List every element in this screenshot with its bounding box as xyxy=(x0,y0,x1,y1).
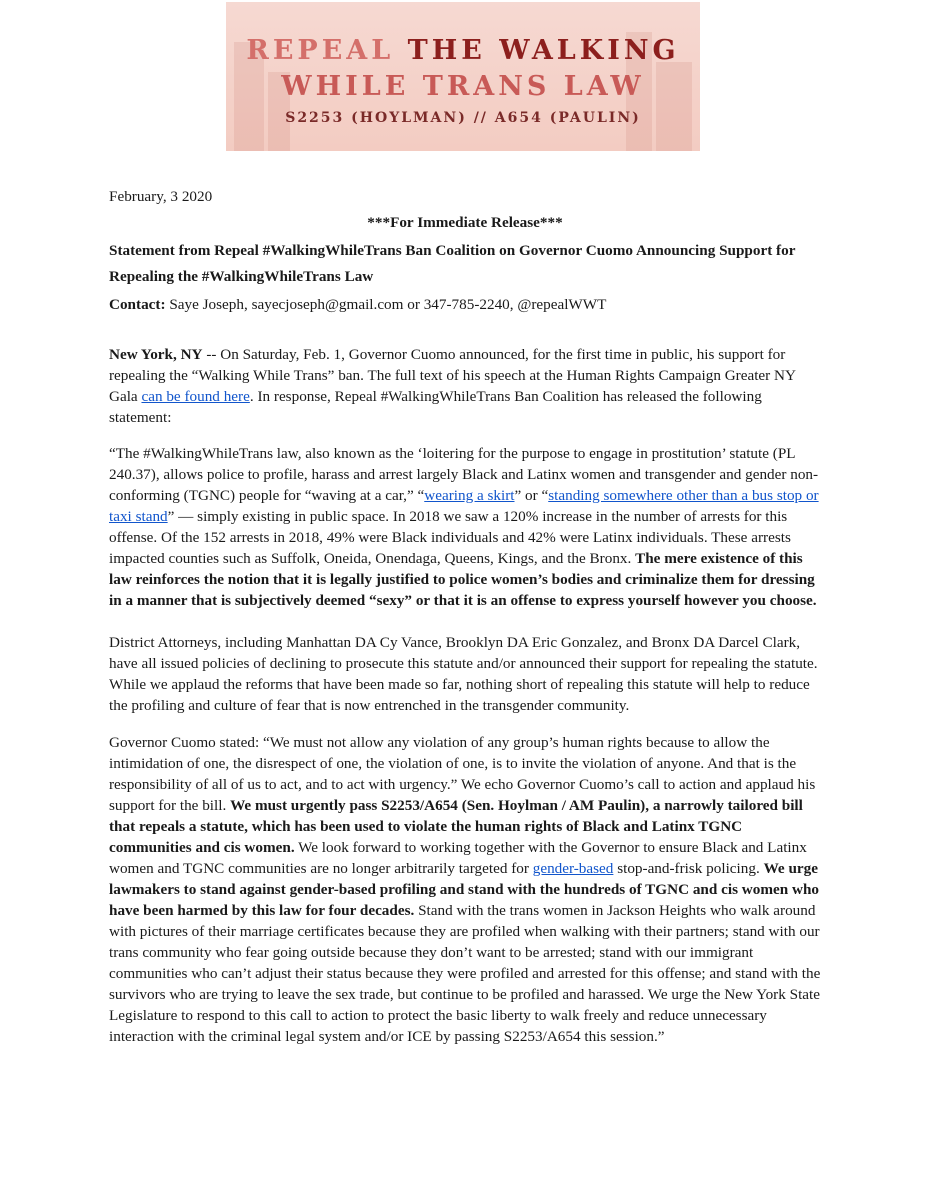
cuomo-bold-2: We urge lawmakers to stand against gender-based profiling and stand with the hundreds of TGNC and cis women who have been harmed by this law for four decades. xyxy=(109,860,819,919)
cuomo-quote: Governor Cuomo stated: “We must not allow any violation of any group’s human rights because to allow the intimidation of one, the disrespect of one, the violation of one, is to invite the violation of anyone. And that is the responsibility of all of us to act, and to act with urgency.” We echo Governor Cuomo’s call to action and applaud his support for the bill. xyxy=(109,734,816,814)
bus-stop-link[interactable]: standing somewhere other than a bus stop or taxi stand xyxy=(109,487,819,525)
banner-word-repeal: REPEAL xyxy=(246,35,395,66)
release-notice: ***For Immediate Release*** xyxy=(367,214,563,231)
dateline: New York, NY xyxy=(109,346,203,363)
paragraph-cuomo xyxy=(109,732,821,1047)
banner-bill-numbers: S2253 (HOYLMAN) // A654 (PAULIN) xyxy=(285,110,641,126)
gender-based-link[interactable]: gender-based xyxy=(532,860,614,877)
paragraph-intro xyxy=(109,344,821,428)
intro-text: -- On Saturday, Feb. 1, Governor Cuomo announced, for the first time in public, his support for repealing the “Walking While Trans” ban. The full text of his speech at the Human Rights Campaign Greater NY Gala xyxy=(109,346,796,405)
cuomo-bold-1: We must urgently pass S2253/A654 (Sen. Hoylman / AM Paulin), a narrowly tailored bill that repeals a statute, which has been used to violate the human rights of Black and Latinx TGNC communities and cis women. xyxy=(109,797,803,856)
banner-title-line-1 xyxy=(226,35,700,66)
wearing-a-skirt-link[interactable]: wearing a skirt xyxy=(424,487,515,504)
intro-text-end: . In response, Repeal #WalkingWhileTrans Ban Coalition has released the following statement: xyxy=(109,388,762,426)
cuomo-text: We look forward to working together with the Governor to ensure Black and Latinx women and TGNC communities are no longer arbitrarily targeted for xyxy=(109,839,807,877)
paragraph-statement xyxy=(109,443,821,611)
statement-text-mid: ” or “ xyxy=(514,487,549,504)
release-date: February, 3 2020 xyxy=(109,188,213,205)
statement-bold: The mere existence of this law reinforces the notion that it is legally justified to police women’s bodies and criminalize them for dressing in a manner that is subjectively deemed “sexy” or that it is an offense to express yourself however you choose. xyxy=(109,550,817,609)
statement-text: “The #WalkingWhileTrans law, also known as the ‘loitering for the purpose to engage in prostitution’ statute (PL 240.37), allows police to profile, harass and arrest largely Black and Latinx women and transgender and gender non-conforming (TGNC) people for “waving at a car,” “ xyxy=(109,445,819,504)
contact-line xyxy=(109,294,821,315)
header-banner xyxy=(226,2,700,151)
paragraph-district-attorneys: District Attorneys, including Manhattan DA Cy Vance, Brooklyn DA Eric Gonzalez, and Bronx DA Darcel Clark, have all issued policies of declining to prosecute this statute and/or announced their support for repealing the statute. While we applaud the reforms that have been made so far, nothing short of repealing this statute will help to reduce the profiling and culture of fear that is now entrenched in the transgender community. xyxy=(109,634,818,714)
cuomo-text-2: stop-and-frisk policing. xyxy=(613,860,764,877)
cuomo-text-end: Stand with the trans women in Jackson Heights who walk around with pictures of their marriage certificates because they are profiled when walking with their partners; stand with our trans community who fear going outside because they don’t want to be arrested; stand with our immigrant communities who can’t adjust their status because they were profiled and arrested for this offense; and stand with the survivors who are trying to leave the sex trade, but continue to be profiled and harassed. We urge the New York State Legislature to respond to this call to action to protect the basic liberty to walk freely and reduce unnecessary interaction with the criminal legal system and/or ICE by passing S2253/A654 this session.” xyxy=(109,902,821,1045)
banner-title-line-2: WHILE TRANS LAW xyxy=(281,71,645,102)
banner-word-the-walking: THE WALKING xyxy=(407,35,680,66)
statement-title: Statement from Repeal #WalkingWhileTrans Ban Coalition on Governor Cuomo Announcing Support for Repealing the #WalkingWhileTrans Law xyxy=(109,242,796,285)
contact-details: Saye Joseph, sayecjoseph@gmail.com or 347-785-2240, @repealWWT xyxy=(165,296,607,313)
contact-label: Contact: xyxy=(109,296,166,313)
speech-link[interactable]: can be found here xyxy=(141,388,250,405)
statement-text-stats: ” — simply existing in public space. In 2018 we saw a 120% increase in the number of arrests for this offense. Of the 152 arrests in 2018, 49% were Black individuals and 42% were Latinx individuals. These arrests impacted counties such as Suffolk, Oneida, Onendaga, Queens, Kings, and the Bronx. xyxy=(109,508,791,567)
